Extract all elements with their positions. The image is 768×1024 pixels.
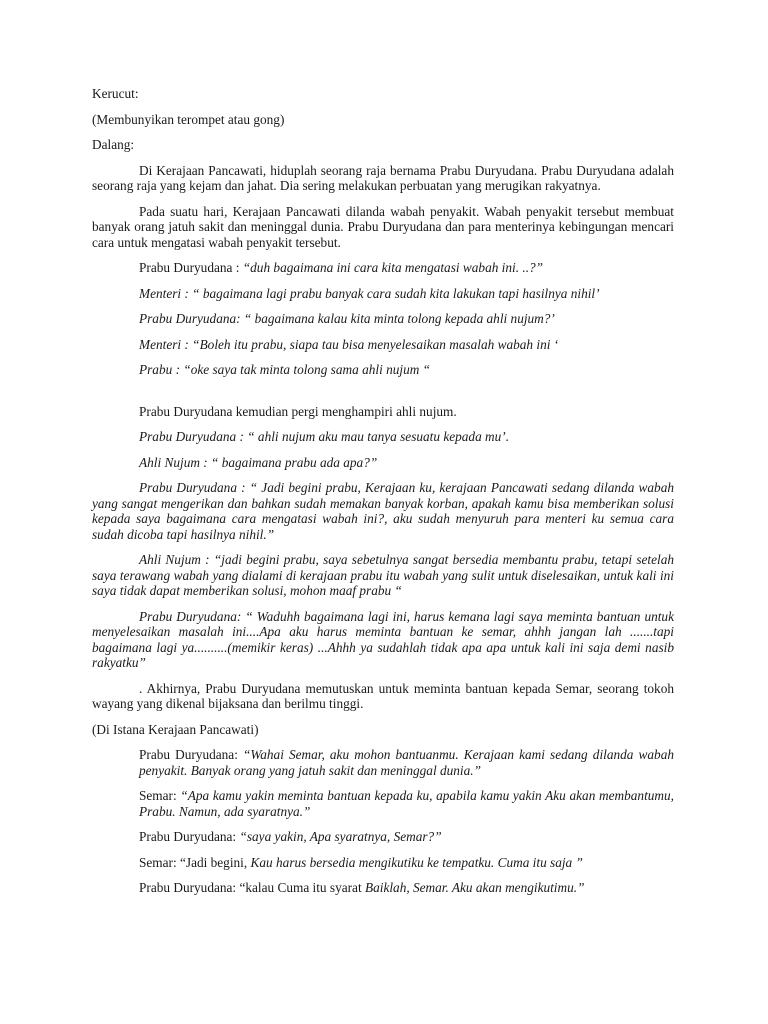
dialogue-paragraph: Ahli Nujum : “jadi begini prabu, saya sebetulnya sangat bersedia membantu prabu, tetapi setelah saya terawang wabah yang dialami di kerajaan prabu itu wabah yang sulit untuk diselesaikan, untuk kali ini saya tidak dapat memberikan solusi, mohon maaf prabu “ xyxy=(92,552,674,598)
section-label-dalang: Dalang: xyxy=(92,137,135,152)
document-page xyxy=(92,86,674,906)
dialogue-line xyxy=(139,855,674,871)
section-label-kerucut: Kerucut: xyxy=(92,86,139,101)
dialogue-line xyxy=(139,829,674,845)
stage-direction: (Di Istana Kerajaan Pancawati) xyxy=(92,721,259,737)
speaker-name: Prabu Duryudana: xyxy=(139,747,243,762)
dialogue-text: Baiklah, Semar. Aku akan mengikutimu.” xyxy=(364,880,585,895)
dialogue-text: “Apa kamu yakin meminta bantuan kepada ku, apabila kamu yakin Aku akan membantumu, Prabu. Namun, ada syaratnya.” xyxy=(139,788,674,819)
dialogue-line: Ahli Nujum : “ bagaimana prabu ada apa?” xyxy=(139,454,378,470)
narration-line: Prabu Duryudana kemudian pergi menghampiri ahli nujum. xyxy=(139,403,457,419)
dialogue-line xyxy=(139,747,674,778)
stage-direction: (Membunyikan terompet atau gong) xyxy=(92,111,285,127)
dialogue-text: “Wahai Semar, aku mohon bantuanmu. Kerajaan kami sedang dilanda wabah penyakit. Banyak orang yang jatuh sakit dan meninggal dunia.” xyxy=(139,747,674,778)
dialogue-paragraph: Prabu Duryudana: “ Waduhh bagaimana lagi ini, harus kemana lagi saya meminta bantuan untuk menyelesaikan masalah ini....Apa aku harus meminta bantuan ke semar, ahhh jangan lah .......tapi bagaimana lagi ya..........(memikir keras) ...Ahhh ya sudahlah tidak apa apa untuk kali ini saja demi nasib rakyatku” xyxy=(92,608,674,670)
speaker-name: Prabu Duryudana: “kalau Cuma itu syarat xyxy=(139,880,365,895)
dialogue-paragraph: Prabu Duryudana : “ Jadi begini prabu, Kerajaan ku, kerajaan Pancawati sedang dilanda wabah yang sangat mengerikan dan bahkan sudah memakan banyak korban, apakah kamu bisa memberikan solusi kepada saya bagaimana cara mengatasi wabah ini?, aku sudah menyuruh para menteri ku semua cara sudah dicoba tapi hasilnya nihil.” xyxy=(92,480,674,542)
dialogue-line: Menteri : “ bagaimana lagi prabu banyak cara sudah kita lakukan tapi hasilnya nihil’ xyxy=(139,285,600,301)
dialogue-line xyxy=(139,260,674,276)
dialogue-text: “saya yakin, Apa syaratnya, Semar?” xyxy=(239,829,442,844)
dialogue-text: Kau harus bersedia mengikutiku ke tempatku. Cuma itu saja ” xyxy=(250,854,583,870)
dialogue-line: Prabu : “oke saya tak minta tolong sama ahli nujum “ xyxy=(139,362,431,377)
speaker-name: Prabu Duryudana: xyxy=(139,829,240,844)
dialogue-text: “duh bagaimana ini cara kita mengatasi wabah ini. ..?” xyxy=(242,260,544,275)
narration-paragraph: Di Kerajaan Pancawati, hiduplah seorang raja bernama Prabu Duryudana. Prabu Duryudana adalah seorang raja yang kejam dan jahat. Dia sering melakukan perbuatan yang merugikan rakyatnya. xyxy=(92,162,674,193)
dialogue-line xyxy=(139,880,674,896)
speaker-name: Semar: xyxy=(139,788,181,803)
narration-paragraph: . Akhirnya, Prabu Duryudana memutuskan untuk meminta bantuan kepada Semar, seorang tokoh wayang yang dikenal bijaksana dan berilmu tinggi. xyxy=(92,680,674,711)
narration-paragraph: Pada suatu hari, Kerajaan Pancawati dilanda wabah penyakit. Wabah penyakit tersebut membuat banyak orang jatuh sakit dan meninggal dunia. Prabu Duryudana dan para menterinya kebingungan mencari cara untuk mengatasi wabah penyakit tersebut. xyxy=(92,203,674,250)
speaker-name: Prabu Duryudana : xyxy=(139,260,243,275)
dialogue-line: Prabu Duryudana: “ bagaimana kalau kita minta tolong kepada ahli nujum?’ xyxy=(139,311,555,326)
speaker-name: Semar: “Jadi begini, xyxy=(139,854,251,870)
blank-line xyxy=(92,388,674,404)
dialogue-line xyxy=(139,788,674,819)
dialogue-line: Menteri : “Boleh itu prabu, siapa tau bisa menyelesaikan masalah wabah ini ‘ xyxy=(139,336,559,352)
dialogue-line: Prabu Duryudana : “ ahli nujum aku mau tanya sesuatu kepada mu’. xyxy=(139,429,510,444)
